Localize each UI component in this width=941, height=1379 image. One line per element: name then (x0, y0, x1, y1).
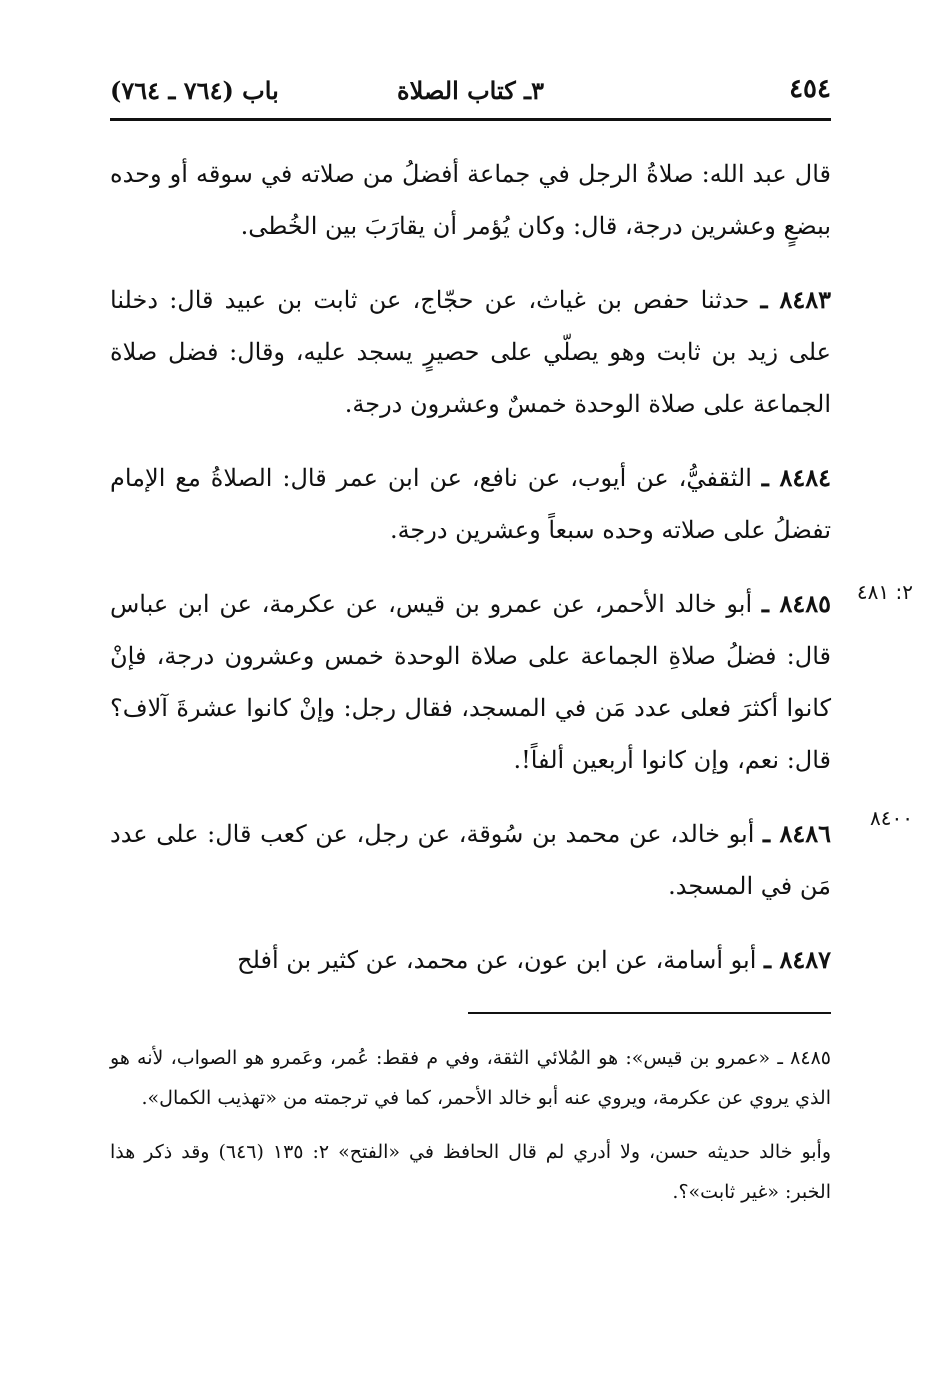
hadith-text: الثقفيُّ، عن أيوب، عن نافع، عن ابن عمر قال: الصلاةُ مع الإمام تفضلُ على صلاته وحده سبعاً وعشرين درجة. (110, 464, 831, 544)
paragraph (110, 148, 831, 252)
hadith-number: ٨٤٨٦ ـ (763, 819, 831, 848)
hadith-text: حدثنا حفص بن غياث، عن حجّاج، عن ثابت بن عبيد قال: دخلنا على زيد بن ثابت وهو يصلّي على حصيرٍ يسجد عليه، وقال: فضل صلاة الجماعة على صلاة الوحدة خمسٌ وعشرون درجة. (110, 286, 831, 418)
chapter-range: باب (٧٦٤ ـ ٧٦٤) (110, 76, 279, 105)
paragraph-text: قال عبد الله: صلاةُ الرجل في جماعة أفضلُ من صلاته في سوقه أو وحده ببضعٍ وعشرين درجة، قال: وكان يُؤمر أن يقارَبَ بين الخُطى. (110, 160, 831, 240)
hadith-number: ٨٤٨٣ ـ (760, 285, 832, 314)
hadith-number: ٨٤٨٥ ـ (761, 589, 831, 618)
footnote-rule (468, 1012, 831, 1014)
main-text (110, 148, 831, 1008)
hadith-paragraph (110, 808, 831, 912)
hadith-text: أبو خالد الأحمر، عن عمرو بن قيس، عن عكرمة، عن ابن عباس قال: فضلُ صلاةِ الجماعة على صلاة الوحدة خمس وعشرون درجة، فإنْ كانوا أكثرَ فعلى عدد مَن في المسجد، فقال رجل: وإنْ كانوا عشرةَ آلاف؟ قال: نعم، وإن كانوا أربعين ألفاً!. (110, 590, 831, 774)
hadith-text: أبو أسامة، عن ابن عون، عن محمد، عن كثير بن أفلح (237, 946, 757, 974)
footnote: وأبو خالد حديثه حسن، ولا أدري لم قال الحافظ في «الفتح» ٢: ١٣٥ (٦٤٦) وقد ذكر هذا الخبر: «غير ثابت»؟. (110, 1141, 832, 1203)
hadith-paragraph (110, 274, 831, 430)
page-header (110, 74, 831, 114)
margin-reference: ٢: ٤٨١ (856, 580, 913, 604)
page-number: ٤٥٤ (789, 74, 831, 104)
footnotes (110, 1038, 831, 1226)
hadith-paragraph (110, 452, 831, 556)
hadith-number: ٨٤٨٧ ـ (764, 945, 831, 974)
header-rule (110, 118, 831, 121)
hadith-paragraph (110, 578, 831, 786)
margin-reference: ٨٤٠٠ (870, 806, 913, 830)
book-title: ٣ـ كتاب الصلاة (397, 76, 544, 105)
hadith-text: أبو خالد، عن محمد بن سُوقة، عن رجل، عن كعب قال: على عدد مَن في المسجد. (110, 820, 831, 900)
footnote: ٨٤٨٥ ـ «عمرو بن قيس»: هو المُلائي الثقة، وفي م فقط: عُمر، وعَمرو هو الصواب، لأنه هو الذي يروي عن عكرمة، ويروي عنه أبو خالد الأحمر، كما في ترجمته من «تهذيب الكمال». (110, 1047, 831, 1109)
hadith-number: ٨٤٨٤ ـ (761, 463, 831, 492)
hadith-paragraph (110, 934, 831, 986)
